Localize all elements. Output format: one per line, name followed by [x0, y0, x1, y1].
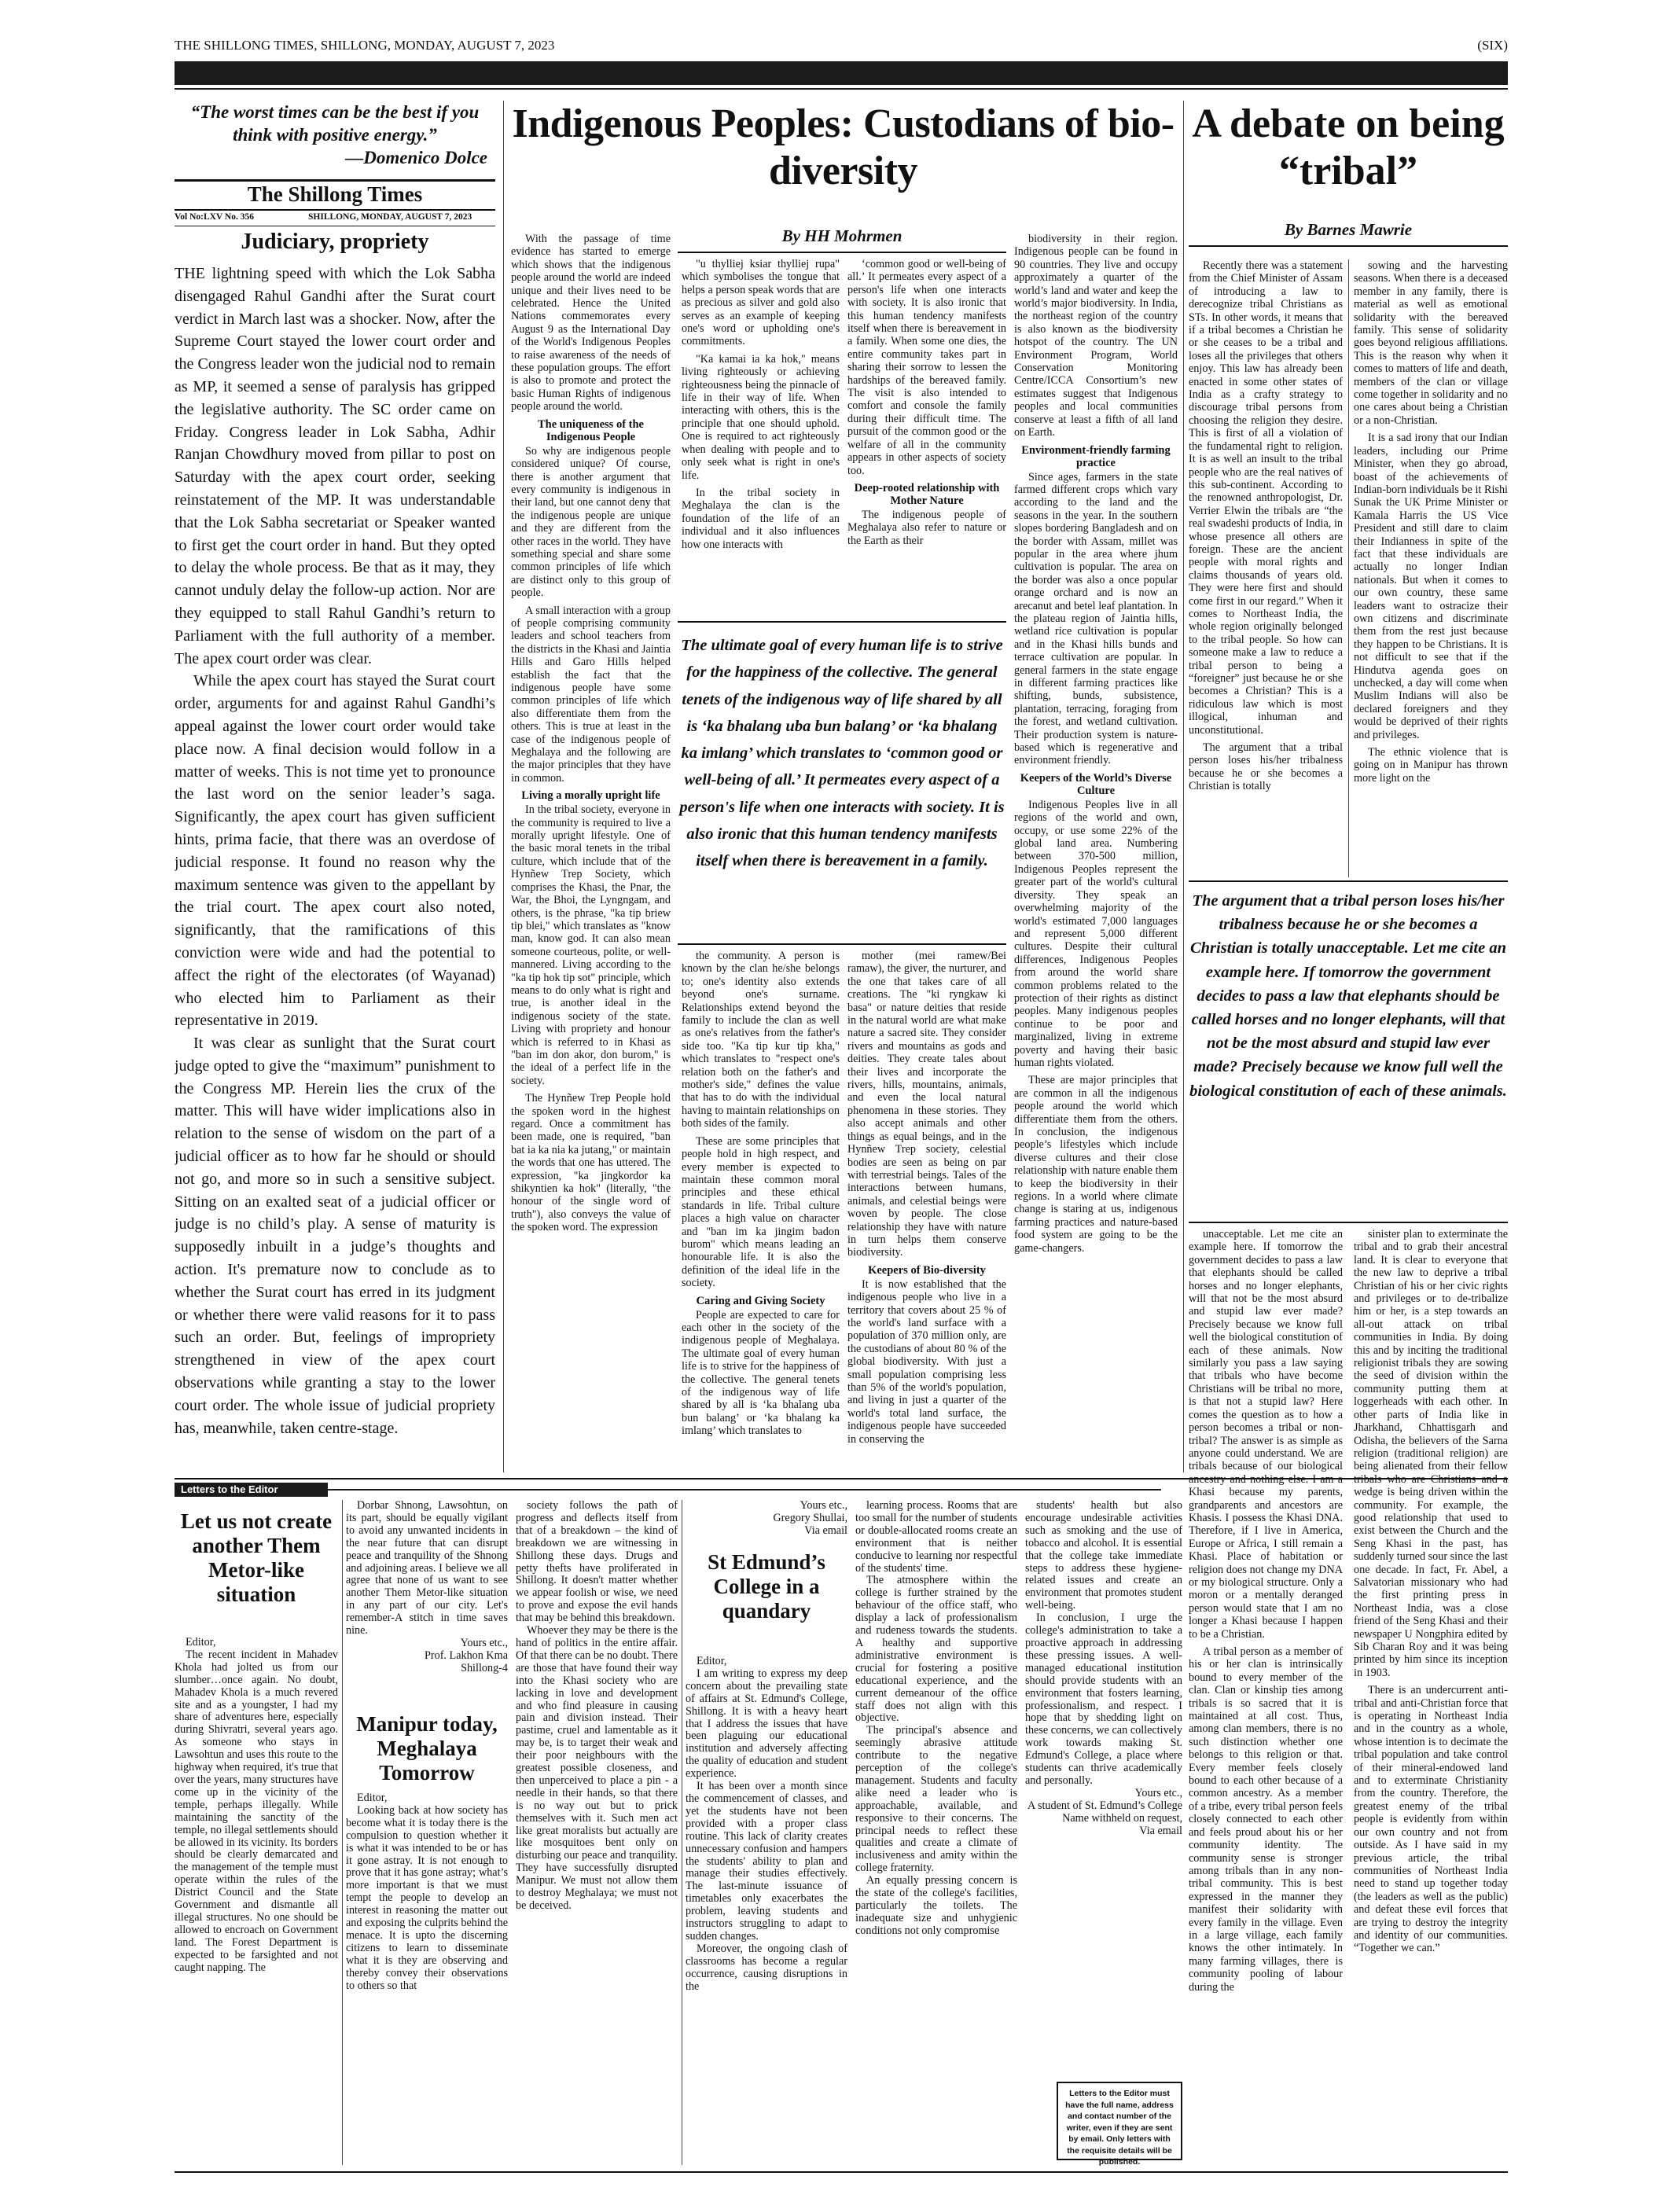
section-rule [175, 1478, 1508, 1479]
paragraph: "Ka kamai ia ka hok," means living righteously or achieving righteousness being the pinnacle of life in their way of life. When interacting with others, this is the principle that one should uphold. One is required to act righteously when dealing with people and to only seek what is right in one's life. [682, 352, 840, 482]
main-article-byline: By HH Mohrmen [781, 226, 902, 245]
letters-label-rule [328, 1489, 1161, 1490]
paragraph: The ethnic violence that is going on in Manipur has thrown more light on the [1354, 746, 1508, 785]
signature-line: A student of St. Edmund’s College [1027, 1799, 1182, 1812]
subheading: Caring and Giving Society [696, 1294, 825, 1307]
signature-line: Yours etc., [460, 1636, 508, 1649]
paragraph: "u thylliej ksiar thylliej rupa" which symbolises the tongue that helps a person speak words that are as precious as silver and gold also serves as an example of keeping one's word or upholding one's commitments. [682, 258, 840, 348]
letter-2-title: Manipur today, Meghalaya Tomorrow [356, 1712, 498, 1785]
byline-rule [1189, 245, 1508, 247]
bottom-rule [175, 2171, 1508, 2173]
paragraph: The argument that a tribal person loses his/her tribalness because he or she becomes a Christian is totally [1189, 741, 1343, 793]
paragraph: So why are indigenous people considered unique? Of course, there is another argument that every community is indigenous in their land, but one cannot deny that the indigenous people are unique and they are different from the other races in the world. They have something special and share some common principles of life which are distinct only to this group of people. [511, 444, 671, 600]
folio-page-number: (SIX) [1477, 38, 1508, 53]
paragraph: Since ages, farmers in the state farmed different crops which vary according to the land and the seasons in the year. In the southern slopes bordering Bangladesh and on the border with Assam, millet was popular in the area where jhum cultivation is popular. The area on the border was also a once popular orange orchard and is now an arecanut and betel leaf plantation. In the plateau region of Jaintia hills, wetland rice cultivation is popular and in the Khasi hills bunds and terrace cultivation are popular. In general farmers in the state engage in different farming practices like shifting, bunds, subsistence, plantation, terracing, foraging from the forest, and wetland cultivation. Their production system is nature-based which is regenerative and environment friendly. [1014, 470, 1178, 767]
paragraph: Whoever they may be there is the hand of politics in the entire affair. Of that there can be no doubt. There are those that have found their way into the Khasi society who are lacking in love and development and who find pleasure in causing pain and division instead. Their pastime, cruel and lamentable as it may be, is to target their weak and their poor neighbours with the greatest possible closeness, and then unperceived to place a pin - a needle in their hands, so that there is no way out but to prick themselves with it. Such men act like great moralists but actually are like mosquitoes bent only on disturbing our peace and tranquility. They have successfully disrupted Manipur. We must not allow them to destroy Meghalaya; we must not be deceived. [516, 1624, 678, 1912]
letters-section-label: Letters to the Editor [175, 1483, 328, 1497]
paragraph: society follows the path of progress and deflects itself from that of a breakdown – the kind of breakdown we are witnessing in Shillong these days. Drugs and petty thefts have proliferated in Shillong. It doesn't matter whether we appear foolish or wise, we need to prove and expose the evil hands that may be behind this breakdown. [516, 1500, 678, 1625]
letter-1-column-2 [346, 1500, 508, 1706]
paragraph: It is a sad irony that our Indian leaders, including our Prime Minister, when they go abroad, boast of the achievements of Indian-born individuals be it Rishi Sunak the UK Prime Minister or Kamala Harris the US Vice President and still dare to claim their Indianness in spite of the fact that these individuals are actually no longer Indian nationals. But when it comes to our own country, these same leaders want to ostracize their own citizens and discriminate them from the rest just because they happen to be Christians. It is not difficult to see that if the Hindutva agenda goes on unchecked, a day will come when Muslim Indians will also be declared foreigners and they would be deprived of their rights and privileges. [1354, 432, 1508, 741]
byline-rule [678, 252, 1006, 253]
subheading: The uniqueness of the Indigenous People [538, 417, 644, 443]
paragraph: ‘common good or well-being of all.’ It permeates every aspect of a person's life when one interacts with society. It is also ironic that this human tendency manifests itself when there is bereavement in a family. When some one dies, the entire community takes part in sharing their sorrow to lessen the hardships of the bereaved family. The visit is also intended to comfort and console the family during their difficult time. The pursuit of the common good or the welfare of all in the community appears in other aspects of society too. [847, 258, 1006, 477]
column-rule [1348, 259, 1349, 877]
masthead-info [175, 211, 495, 225]
masthead-name: The Shillong Times [247, 182, 423, 206]
paragraph: The indigenous people of Meghalaya also refer to nature or the Earth as their [847, 508, 1006, 547]
masthead-rule [175, 179, 495, 182]
paragraph: A small interaction with a group of people comprising community leaders and school teachers from the districts in the Khasi and Jaintia Hills and Garo Hills helped establish the fact that the indigenous people have some common principles of life which also differentiate them from the others. This is true at least in the case of the indigenous people of Meghalaya and the following are the major principles that they have in common. [511, 604, 671, 785]
quote-box [175, 101, 495, 187]
signature-line: Yours etc., [800, 1500, 847, 1512]
letters-rules-box: Letters to the Editor must have the full name, address and contact number of the writer, even if they are sent by email. Only letters with the requisite details will be published. [1057, 2082, 1182, 2160]
editorial-paragraph: It was clear as sunlight that the Surat court judge opted to give the “maximum” punishment to the Congress MP. Herein lies the crux of the matter. This will have wider implications also in relation to the sense of wisdom on the part of a judicial officer as to how far he should or should not go, and more so in such a sensitive subject. Sitting on an exalted seat of a judicial officer or judge is no child’s play. A sense of maturity is supposedly inbuilt in a judge’s thoughts and action. It's premature now to conclude as to whether the Surat court has erred in its judgment or whether there were valid reasons for it to pass such an order. But, feelings of impropriety strengthened in view of the apex court observations while granting a stay to the lower court order. The whole issue of judicial propriety has, meanwhile, taken centre-stage. [175, 1035, 495, 1437]
right-article-column-2b [1354, 1228, 1508, 2163]
main-article-column-2b [682, 950, 840, 1472]
right-article-headline: A debate on being “tribal” [1192, 101, 1505, 193]
top-bar [175, 61, 1508, 85]
paragraph: I am writing to express my deep concern about the prevailing state of affairs at St. Edmund's College, Shillong. It is with a heavy heart that I address the issues that have been plaguing our educational institution and adversely affecting the quality of education and student experience. [686, 1667, 847, 1781]
subheading: Keepers of Bio-diversity [868, 1263, 986, 1277]
main-article-column-4 [1014, 233, 1178, 1472]
subheading: Keepers of the World’s Diverse Culture [1020, 771, 1172, 797]
paragraph: Editor, [697, 1656, 727, 1667]
page-folio [175, 31, 1508, 60]
subheading: Living a morally upright life [521, 789, 660, 803]
main-article-pullquote: The ultimate goal of every human life is to strive for the happiness of the collective. The general tenets of the indigenous way of life shared by all is ‘ka bhalang uba bun balang’ or ‘ka bhalang ka imlang’ which translates to ‘common good or well-being of all.’ It permeates every aspect of a person's life when one interacts with society. It is also ironic that this human tendency manifests itself when there is bereavement in a family. [679, 637, 1005, 870]
paragraph: Editor, [186, 1637, 216, 1649]
quote-author: —Domenico Dolce [345, 148, 487, 167]
pullquote-rule [1189, 880, 1508, 882]
paragraph: The Hynñew Trep People hold the spoken word in the highest regard. Once a commitment has been made, one is required, "ban bat ia ka nia ka jutang," or maintain the words that one has uttered. The expression, "ka jingkordor ka shikyntien ka hok" (literally, "the honour of the single word of truth"), also conveys the value of the spoken word. The expression [511, 1092, 671, 1234]
paragraph: The principal's absence and seemingly abrasive attitude contribute to the negative perception of the college's management. Students and faculty alike need a leader who is approachable, available, and responsive to their concerns. The principal needs to reflect these qualities and create a climate of inclusiveness and amity within the college fraternity. [855, 1724, 1017, 1875]
masthead-volume: Vol No:LXV No. 356 [175, 212, 254, 222]
paragraph: In the tribal society, everyone in the community is required to live a morally upright lifestyle. One of the basic moral tenets in the tribal culture, which include that of the Hynñew Trep Society, which comprises the Khasi, the Pnar, the War, the Bhoi, the Lyngngam, and others, is the phrase, "ka tip briew tip blei," which translates as "know man, know god. It can also mean someone courteous, polite, or well-mannered. Living according to the "ka tip hok tip sot" principle, which means to do only what is right and true, is another ideal in the indigenous society of the state. Living with propriety and honour which is referred to in Khasi as "ban im don akor, don burom," is the ideal of a perfect life in the society. [511, 803, 671, 1087]
letter-1-column-1 [175, 1637, 338, 2165]
paragraph: In the tribal society in Meghalaya the clan is the foundation of the life of an individual and it also influences how one interacts with [682, 486, 840, 551]
paragraph: biodiversity in their region. Indigenous people can be found in 90 countries. They live and occupy approximately a quarter of the world’s land and water and keep the world’s major biodiversity. In India, the northeast region of the country is also known as the biodiversity hotspot of the country. The UN Environment Program, World Conservation Monitoring Centre/ICCA Consortium’s new estimates suggest that Indigenous peoples and local communities conserve at least a fifth of all land on Earth. [1014, 233, 1178, 439]
folio-left: THE SHILLONG TIMES, SHILLONG, MONDAY, AUGUST 7, 2023 [175, 38, 555, 53]
column-rule [1183, 101, 1184, 1472]
signature-line: Name withheld on request, [1062, 1811, 1182, 1825]
letter-2-signature [686, 1500, 847, 1541]
letter-3-column-5 [855, 1500, 1017, 2165]
right-article-column-2 [1354, 259, 1508, 877]
main-article-column-3b [847, 950, 1006, 1472]
paragraph: Moreover, the ongoing clash of classrooms has become a regular occurrence, causing disruptions in the [686, 1942, 847, 1993]
paragraph: In conclusion, I urge the college's administration to take a proactive approach in addressing these pressing issues. A well-managed educational institution should provide students with an environment that fosters learning, professionalism, and respect. I hope that by shedding light on these concerns, we can collectively work towards making St. Edmund's College, a place where students can thrive academically and personally. [1025, 1612, 1182, 1787]
signature-line: Prof. Lakhon Kma [425, 1649, 508, 1662]
paragraph: Looking back at how society has become what it is today there is the compulsion to question whether it is what it was intended to be or has it gone astray. It is not enough to prove that it has gone astray; what’s more important is that we must tempt the people to develop an interest in reasoning the matter out and exposing the culprits behind the menace. It is upto the discerning citizens to learn to disseminate what it is they are observing and thereby convey their observations to others so that [346, 1803, 508, 1992]
letter-2-column-3 [516, 1500, 678, 2165]
paragraph: sowing and the harvesting seasons. When there is a deceased member in any family, there is material as well as emotional solidarity with the bereaved family. This sense of solidarity goes beyond religious affiliations. This is the reason why when it comes to matters of life and death, members of the clan or village come together in solidarity and no one cares about being a Christian or a non-Christian. [1354, 259, 1508, 427]
paragraph: A tribal person as a member of his or her clan is intrinsically bound to every member of the clan. Clan or kinship ties among tribals is so sacred that it is maintained at all cost. Thus, among clan members, there is no such distinction whether one belongs to this religion or that. Every member feels closely bound to each other because of a common ancestry. As a member of a tribe, every tribal person feels closely connected to each other and feels proud about his or her community identity. The community sense is stronger among tribals than in any non-tribal community. This is best expressed in the manner they manifest their solidarity with every family in the village. Even in a large village, each family knows the other intimately. In many farming villages, there is community pooling of labour during the [1189, 1645, 1343, 1994]
paragraph: sinister plan to exterminate the tribal and to grab their ancestral land. It is clear to everyone that the new law to deprive a tribal Christian of his or her civic rights and privileges or to de-tribalize him or her, is a step towards an all-out attack on tribal communities in India. By doing this and by inciting the traditional religionist tribals they are sowing the seed of division within the community putting them at loggerheads with each other. In other parts of India like in Jharkhand, Chhattisgarh and Odisha, the believers of the Sarna religion (traditional religion) are being alienated from their fellow wedge is being driven within the community. For example, the good relationship that used to exist between the Church and the Seng Khasi in the past, has suddenly turned sour since the last one decade. In fact, Fr. Abel, a Salvatorian missionary who had the first printing press in Northeast India, was a close friend of the Seng Khasi and their newspaper U Nongphira edited by Sib Charan Roy and it was being printed by him since its inception in 1903. [1354, 1228, 1508, 1679]
quote-text: “The worst times can be the best if you think with positive energy.” [190, 102, 480, 145]
signature-line: Yours etc., [1134, 1786, 1182, 1799]
paragraph: Recently there was a statement from the Chief Minister of Assam of introducing a law to derecognize tribal Christians as STs. In other words, it means that if a tribal becomes a Christian he or she ceases to be a tribal and loses all the privileges that others enjoy. This law has already been enacted in some other states of India as a crafty strategy to discourage tribal persons from choosing the religion they desire. This is first of all a violation of the fundamental right to religion. It is as well an insult to the tribal people who are the real natives of this sub-continent. According to the renowned anthropologist, Dr. Verrier Elwin the tribals are “the real swadeshi products of India, in whose presence all others are foreign. These are the ancient people with moral rights and claims thousands of years old. They were here first and should come first in our regard.” When it comes to Northeast India, the whole region originally belonged to the tribal people. So how can someone make a law to reduce a tribal person to being a “foreigner” just because he or she becomes a Christian? This is a ridiculous law which is most illogical, inhuman and unconstitutional. [1189, 259, 1343, 737]
paragraph: The atmosphere within the college is further strained by the behaviour of the office staff, who display a lack of professionalism and rudeness towards the students. A healthy and supportive administrative environment is crucial for fostering a positive educational experience, and the current demeanour of the office staff does not align with this objective. [855, 1574, 1017, 1725]
letter-2-column-2 [346, 1792, 508, 2165]
paragraph: Indigenous Peoples live in all regions of the world and own, occupy, or use some 22% of the global land area. Numbering between 370-500 million, Indigenous Peoples represent the greater part of the world's cultural diversity. They speak an overwhelming majority of the world's estimated 7,000 languages and represent 5,000 different cultures. Despite their cultural differences, Indigenous Peoples from around the world share common problems related to the protection of their rights as distinct peoples. Many indigenous peoples continue to be poor and marginalized, living in extreme poverty and having their basic human rights violated. [1014, 798, 1178, 1069]
paragraph: learning process. Rooms that are too small for the number of students or double-allocated rooms create an environment that is neither conducive to learning nor respectful of the students' time. [855, 1500, 1017, 1575]
main-article-column-2 [682, 258, 840, 621]
signature-line: Via email [1139, 1824, 1182, 1837]
paragraph: These are some principles that people hold in high respect, and every member is expected to maintain these common moral principles and these ethical standards in life. Tribal culture places a high value on character and "ban im ka jingim badon burom" which means leading an honourable life. It is also the definition of the ideal life in the society. [682, 1134, 840, 1290]
right-article-column-1 [1189, 259, 1343, 877]
right-article-byline: By Barnes Mawrie [1284, 220, 1413, 239]
paragraph: These are major principles that are common in all the indigenous people around the world which differentiate them from the others. In conclusion, the indigenous people’s lifestyles which include diverse cultures and their close relationship with nature enable them to keep the biodiversity in their regions. In a world where climate change is staring at us, indigenous farming practices and nature-based food system are going to be the game-changers. [1014, 1074, 1178, 1255]
paragraph: students' health but also encourage undesirable activities such as smoking and the use of tobacco and alcohol. It is essential that the college take immediate steps to address these hygiene-related issues and create an environment that promotes student well-being. [1025, 1500, 1182, 1612]
paragraph: It is now established that the indigenous people who live in a territory that covers about 25 % of the world's land surface with a population of 370 million only, are the custodians of about 80 % of the global biodiversity. With just a small population comprising less than 5% of the world's population, and living in just a quarter of the world's total land surface, the indigenous people have succeeded in conserving the [847, 1277, 1006, 1446]
paragraph: The recent incident in Mahadev Khola had jolted us from our slumber…once again. No doubt, Mahadev Khola is a much revered site and as a youngster, I had my share of adventures here, especially during Shivratri, several years ago. As someone who stays in Lawsohtun and uses this route to the highway when required, it's true that over the years, many structures have come up in the vicinity of the temple, perhaps illegally. While maintaining the sanctity of the temple, no illegal settlements should be allowed in its vicinity. Its borders should be clearly demarcated and the management of the temple must operate within the rules of the District Council and the State Government and dismantle all illegal structures. No one should be allowed to encroach on Government land. The Forest Department is expected to be farsighted and not caught napping. The [175, 1648, 338, 1974]
editorial-title: Judiciary, propriety [241, 230, 429, 254]
pullquote-rule [1189, 1222, 1508, 1223]
right-article-pullquote: The argument that a tribal person loses his/her tribalness because he or she becomes a Christian is totally unacceptable. Let me cite an example here. If tomorrow the government decides to pass a law that elephants should be called horses and no longer elephants, will that not be the most absurd and stupid law ever made? Precisely because we know full well the biological constitution of each of these animals. [1189, 892, 1507, 1100]
paragraph: unacceptable. Let me cite an example here. If tomorrow the government decides to pass a law that elephants should be called horses and no longer elephants, will that not be the most absurd and stupid law ever made? Precisely because we know full well the biological constitution of each of these animals. Now similarly you pass a law saying that tribals who have become Christians will be tribal no more, is that not a stupid law? Here comes the question as to how a person becomes a tribal or non-tribal? The answer is as simple as anyone could understand. We are tribals because of our biological Khasi because my parents, grandparents and ancestors are Khasis. I possess the Khasi DNA. Therefore, if I live in America, Europe or Africa, I still remain a Khasi. Place of habitation or religion does not change my DNA or my biological structure. Only a moron or a mentally deranged person would state that I am no longer a Khasi because I happen to be a Christian. [1189, 1228, 1343, 1641]
paragraph: People are expected to care for each other in the society of the indigenous people of Meghalaya. The ultimate goal of every human life is to strive for the happiness of the collective. The general tenets of the indigenous way of life shared by all is ‘ka bhalang uba bun balang’ or ‘ka bhalang ka imlang’ which translates to [682, 1308, 840, 1438]
editorial-paragraph: THE lightning speed with which the Lok Sabha disengaged Rahul Gandhi after the Surat court verdict in March last was a shocker. Now, after the Supreme Court stayed the lower court order and the Congress leader won the judicial nod to remain as MP, it seemed a sense of paralysis has gripped the legislative authority. The SC order came on Friday. Congress leader in Lok Sabha, Adhir Ranjan Chowdhury moved from pillar to post on Saturday with the apex court order, seeking reinstatement of the MP. It was understandable that the Lok Sabha secretariat or Speaker wanted to first get the court order in hand. But they opted to delay the whole process. Be that as it may, they cannot unduly delay the follow-up action. Nor are they equipped to stall Rahul Gandhi’s return to Parliament with the full authority of a member. The apex court order was clear. [175, 265, 495, 667]
paragraph: Dorbar Shnong, Lawsohtun, on its part, should be equally vigilant to avoid any unwanted incidents in the near future that can disrupt peace and tranquility of the Shnong and adjoining areas. I believe we all agree that none of us want to see another Them Metor-like situation in any part of our city. Let's remember-A stitch in time saves nine. [346, 1500, 508, 1637]
paragraph: mother (mei ramew/Bei ramaw), the giver, the nurturer, and the one that takes care of all creations. The "ki ryngkaw ki basa" or nature deities that reside in the natural world are what make nature a sacred site. They consider rivers and mountains as gods and deities. They create tales about their lives and incorporate the rivers, hills, mountains, animals, and even the local natural phenomena in these stories. They also accept animals and other things as equal beings, and in the Hynñew Trep society, celestial bodies are seen as being on par with terrestrial beings. Tales of the interactions between humans, animals, and celestial beings were woven by people. The close relationship they have with nature in turn helps them conserve biodiversity. [847, 950, 1006, 1259]
right-article-column-1b [1189, 1228, 1343, 2163]
subheading: Environment-friendly farming practice [1021, 443, 1171, 469]
letter-3-title: St Edmund’s College in a quandary [708, 1550, 825, 1623]
masthead-date: SHILLONG, MONDAY, AUGUST 7, 2023 [308, 212, 472, 222]
letter-3-column-4 [686, 1656, 847, 2165]
paragraph: With the passage of time evidence has started to emerge which shows that the indigenous people around the world are indeed unique and their lives need to be celebrated. Hence the United Nations commemorates every August 9 as the International Day of the World's Indigenous Peoples to raise awareness of the needs of these population groups. The effort is also to promote and protect the basic Human Rights of indigenous people around the world. [511, 233, 671, 414]
pullquote-rule [678, 621, 1006, 623]
subheading: Deep-rooted relationship with Mother Nature [854, 481, 1000, 507]
editorial-body [175, 263, 495, 1468]
editorial-paragraph: While the apex court has stayed the Surat court order, arguments for and against Rahul Gandhi’s appeal against the lower court order would take place now. A final decision would follow in a matter of weeks. This is not time yet to pronounce the last word on the senior leader’s saga. Significantly, the apex court has given sufficient hints, prima facie, that there was an overdose of judicial response. It found no reason why the maximum sentence was given to the appellant by the trial court. The apex court also noted, significantly, that the ramifications of this conviction were wide and had the potential to affect the right of the electorates (of Wayanad) who elected him to Parliament as their representative in 2019. [175, 672, 495, 1030]
pullquote-rule [678, 943, 1006, 945]
paragraph: the community. A person is known by the clan he/she belongs to; one's identity also extends beyond one's surname. Relationships extend beyond the family to include the clan as well as one's relatives from the father's side too. "Ka tip kur tip kha," which translates to "respect one's relation both on the father's and mother's side," defines the value that has to do with the individual having to maintain relationships on both sides of the family. [682, 950, 840, 1130]
signature-line: Via email [804, 1524, 847, 1537]
paragraph: It has been over a month since the commencement of classes, and yet the students have not been provided with a proper class routine. This lack of clarity creates unnecessary confusion and hampers the students' ability to plan and manage their studies effectively. The last-minute issuance of timetables only exacerbates the problem, leaving students and instructors struggling to adapt to sudden changes. [686, 1780, 847, 1943]
letter-1-title: Let us not create another Them Metor-like situation [180, 1509, 333, 1606]
main-article-column-3 [847, 258, 1006, 621]
paragraph: An equally pressing concern is the state of the college's facilities, particularly the toilets. The inadequate size and unhygienic conditions not only compromise [855, 1874, 1017, 1937]
main-article-headline: Indigenous Peoples: Custodians of bio-diversity [512, 101, 1175, 193]
paragraph: There is an undercurrent anti-tribal and anti-Christian force that is operating in Northeast India and in the country as a whole, whose intention is to decimate the tribal population and take control of their mineral-endowed land and to exterminate Christianity from the country. Therefore, the greatest enemy of the tribal people is evidently from within our own country and not from outside. As I have said in my previous article, the tribal communities of Northeast India need to stand up together today (the leaders as well as the public) and defeat these evil forces that are trying to destroy the integrity and identity of our communities. “Together we can.” [1354, 1684, 1508, 1955]
paragraph: Editor, [357, 1792, 388, 1804]
signature-line: Gregory Shullai, [773, 1511, 847, 1524]
signature-line: Shillong-4 [461, 1661, 508, 1674]
main-article-column-1 [511, 233, 671, 1472]
letter-3-column-6 [1025, 1500, 1182, 2074]
column-rule [342, 1500, 343, 2165]
column-rule [503, 101, 504, 1472]
